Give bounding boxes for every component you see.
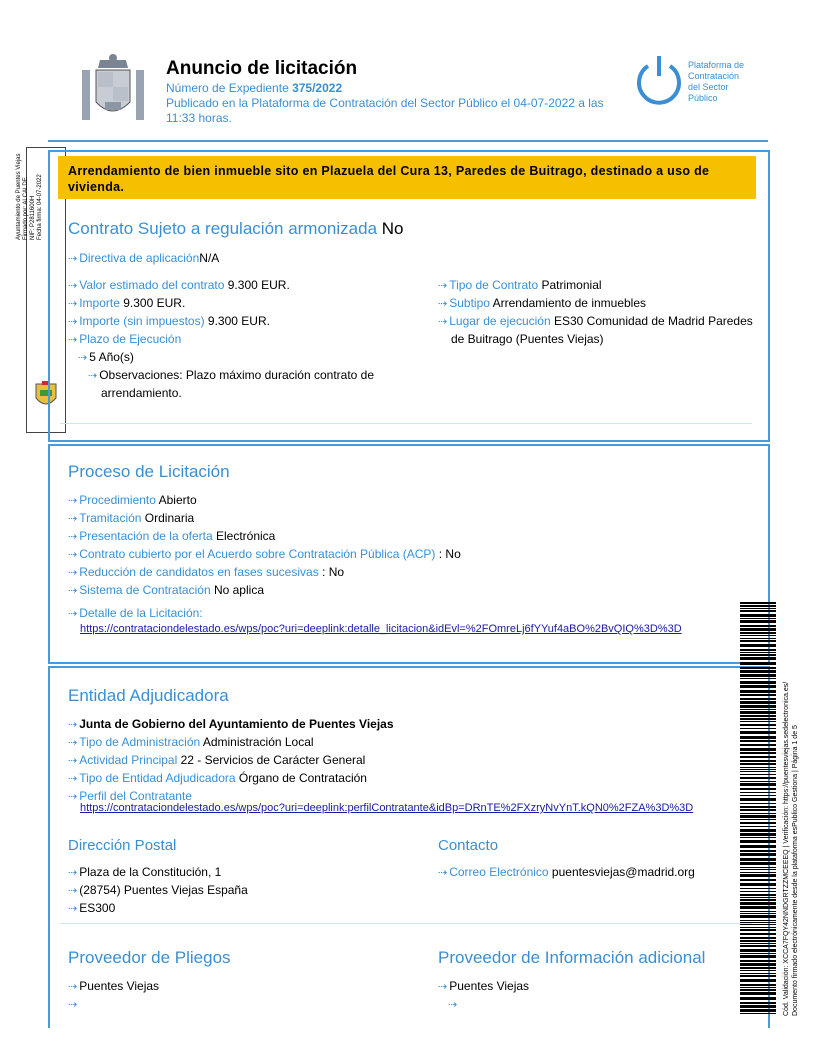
- page-title: Anuncio de licitación: [166, 58, 358, 79]
- proveedor-pliegos-rows: ⇢ Puentes Viejas ⇢: [68, 979, 160, 1011]
- arrow-icon: ⇢: [68, 316, 78, 328]
- directiva-row: ⇢ Directiva de aplicaciónN/A: [68, 251, 220, 265]
- proveedor-info-rows: ⇢ Puentes Viejas ⇢: [438, 979, 530, 1011]
- signature-stamp-text: Ayuntamiento de Puentes Viejas Firmado por: ALCALDE NIF: P2811600H Fecha firma: 04-07-2022: [16, 153, 43, 240]
- arrow-icon: ⇢: [68, 280, 78, 292]
- arrow-icon: ⇢: [68, 755, 78, 767]
- arrow-icon: ⇢: [78, 352, 88, 364]
- arrow-icon: ⇢: [68, 885, 78, 897]
- arrow-icon: ⇢: [68, 737, 78, 749]
- arrow-icon: ⇢: [68, 999, 78, 1011]
- arrow-icon: ⇢: [68, 585, 78, 597]
- arrow-icon: ⇢: [68, 495, 78, 507]
- proceso-rows: ⇢ Procedimiento Abierto ⇢ Tramitación Ordinaria ⇢ Presentación de la oferta Electrónica ⇢ Contrato cubierto por el Acuerdo sobre Contratación Pública (ACP) : No ⇢ Reducción de candidatos en fases sucesivas : No ⇢ Sistema de Contratación No aplica: [68, 493, 461, 597]
- detalle-licitacion-link[interactable]: https://contrataciondelestado.es/wps/poc?uri=deeplink:detalle_licitacion&idEvl=%2FOmreLj6fYYuf4aBO%2BvQIQ%3D%3D: [80, 623, 682, 635]
- platform-logo-text: Plataforma de Contratación del Sector Público: [688, 60, 745, 103]
- proveedor-info-title: Proveedor de Información adicional: [438, 948, 706, 967]
- arrow-icon: ⇢: [68, 549, 78, 561]
- perfil-contratante-link[interactable]: https://contrataciondelestado.es/wps/poc?uri=deeplink:perfilContratante&idBp=DRnTE%2FXzryNvYnT.kQN0%2FZA%3D%3D: [80, 802, 694, 814]
- arrow-icon: ⇢: [68, 791, 78, 803]
- expediente-number: Número de Expediente 375/2022: [166, 81, 343, 95]
- arrow-icon: ⇢: [68, 513, 78, 525]
- harmonized-regulation-heading: Contrato Sujeto a regulación armonizada No: [68, 219, 404, 238]
- arrow-icon: ⇢: [68, 773, 78, 785]
- arrow-icon: ⇢: [438, 280, 448, 292]
- arrow-icon: ⇢: [68, 298, 78, 310]
- arrow-icon: ⇢: [68, 867, 78, 879]
- validation-barcode: [740, 602, 776, 1016]
- platform-power-icon: [634, 54, 684, 106]
- section-divider: [60, 423, 752, 424]
- arrow-icon: ⇢: [438, 298, 448, 310]
- arrow-icon: ⇢: [68, 719, 78, 731]
- summary-right-column: ⇢ Tipo de Contrato Patrimonial ⇢ Subtipo Arrendamiento de inmuebles ⇢ Lugar de ejecución ES30 Comunidad de Madrid Paredes de Buitrago (Puentes Viejas): [438, 278, 753, 346]
- arrow-icon: ⇢: [68, 903, 78, 915]
- arrow-icon: ⇢: [68, 567, 78, 579]
- arrow-icon: ⇢: [448, 999, 458, 1011]
- correo-row: ⇢ Correo Electrónico puentesviejas@madrid.org: [438, 865, 695, 879]
- contract-object-banner: Arrendamiento de bien inmueble sito en Plazuela del Cura 13, Paredes de Buitrago, destinado a uso de vivienda.: [58, 156, 756, 199]
- detalle-licitacion-label: ⇢ Detalle de la Licitación:: [68, 606, 203, 620]
- proceso-title: Proceso de Licitación: [68, 462, 230, 481]
- section-divider: [60, 923, 752, 924]
- header-divider: [48, 140, 768, 142]
- arrow-icon: ⇢: [438, 316, 448, 328]
- arrow-icon: ⇢: [68, 334, 78, 346]
- arrow-icon: ⇢: [88, 370, 98, 382]
- arrow-icon: ⇢: [68, 253, 78, 265]
- coat-of-arms-logo: [78, 52, 148, 126]
- entidad-title: Entidad Adjudicadora: [68, 686, 229, 705]
- validation-code-text: Cód. Validación: XCCA7FQY42NNDGRTZZMCEEEQ | Verificación: https://puentesviejas.sedelectronica.es/ Documento firmado electrónicamente desde la plataforma esPublico Gestiona | Página 1 de 5: [783, 681, 799, 1016]
- contacto-title: Contacto: [438, 837, 499, 854]
- summary-left-column: ⇢ Valor estimado del contrato 9.300 EUR. ⇢ Importe 9.300 EUR. ⇢ Importe (sin impuestos) 9.300 EUR. ⇢ Plazo de Ejecución ⇢ 5 Año(s) ⇢ Observaciones: Plazo máximo duración contrato de arrendamiento.: [68, 278, 375, 400]
- arrow-icon: ⇢: [68, 608, 78, 620]
- arrow-icon: ⇢: [68, 981, 78, 993]
- arrow-icon: ⇢: [438, 867, 448, 879]
- direccion-postal-title: Dirección Postal: [68, 837, 177, 854]
- entidad-rows: ⇢ Junta de Gobierno del Ayuntamiento de Puentes Viejas ⇢ Tipo de Administración Administración Local ⇢ Actividad Principal 22 - Servicios de Carácter General ⇢ Tipo de Entidad Adjudicadora Órgano de Contratación ⇢ Perfil del Contratante: [68, 717, 394, 803]
- arrow-icon: ⇢: [68, 531, 78, 543]
- direccion-postal-rows: ⇢ Plaza de la Constitución, 1 ⇢ (28754) Puentes Viejas España ⇢ ES300: [68, 865, 248, 915]
- publication-date: Publicado en la Plataforma de Contratación del Sector Público el 04-07-2022 a las 11:33 horas.: [166, 96, 604, 125]
- proveedor-pliegos-title: Proveedor de Pliegos: [68, 948, 231, 967]
- arrow-icon: ⇢: [438, 981, 448, 993]
